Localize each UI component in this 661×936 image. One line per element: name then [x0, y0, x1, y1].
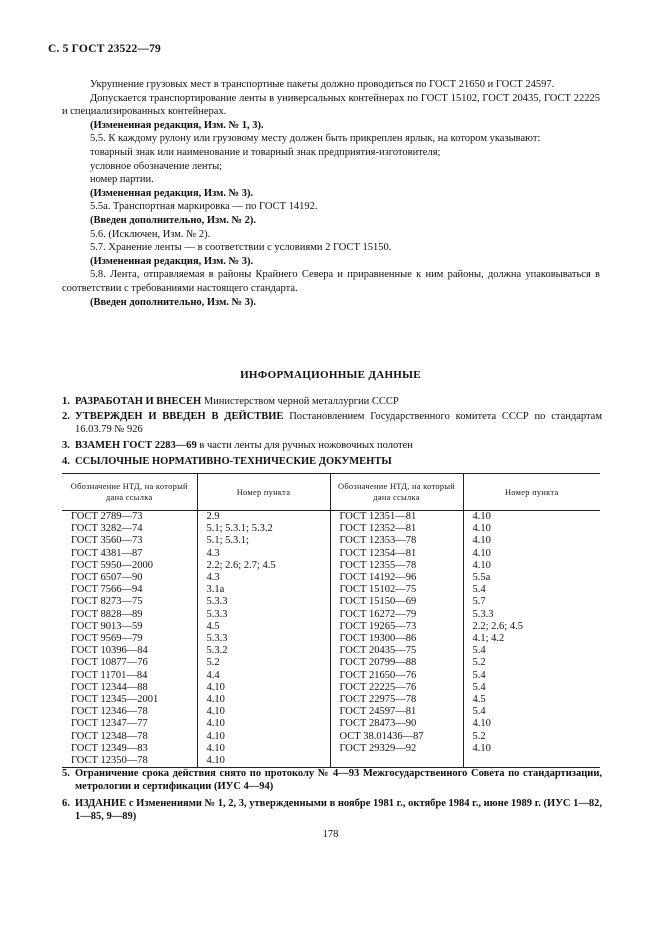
table-row [62, 621, 600, 633]
info-item-1 [62, 395, 602, 408]
info-section-title: ИНФОРМАЦИОННЫЕ ДАННЫЕ [240, 369, 421, 381]
cell-clause: 5.2 [472, 657, 486, 669]
info-item-6 [62, 797, 602, 824]
header-document: Обозначение НТД, на который дана ссылка [62, 474, 197, 511]
cell-clause: 5.1; 5.3.1; 5.3.2 [197, 523, 330, 535]
table-row [62, 706, 600, 718]
table-row [62, 670, 600, 682]
cell-clause: 4.1; 4.2 [472, 633, 505, 645]
item-number: 4. [62, 456, 70, 467]
header-clause: Номер пункта [197, 474, 330, 511]
header-clause: Номер пункта [463, 474, 600, 511]
paragraph: 5.7. Хранение ленты — в соответствии с условиями 2 ГОСТ 15150. [90, 242, 392, 254]
item-text: Постановлением Государственного комитета СССР по стандартам 16.03.79 № 926 [75, 411, 602, 436]
cell-clause: 4.10 [197, 731, 330, 743]
info-item-2 [62, 410, 602, 437]
cell-clause: 5.4 [472, 584, 486, 596]
item-number: 1. [62, 396, 70, 407]
item-number: 2. [62, 411, 70, 422]
cell-clause [463, 755, 600, 768]
cell-clause: 5.2 [197, 657, 330, 669]
table-row [62, 596, 600, 608]
info-item-5 [62, 767, 602, 794]
table-row [62, 535, 600, 547]
cell-document: ГОСТ 12354—81 [330, 548, 463, 560]
cell-document: ГОСТ 6507—90 [62, 572, 197, 584]
cell-document: ГОСТ 16272—79 [330, 609, 463, 621]
cell-clause: 4.10 [197, 743, 330, 755]
cell-document: ГОСТ 10877—76 [62, 657, 197, 669]
table-row [62, 609, 600, 621]
table-row [62, 743, 600, 755]
cell-document: ГОСТ 12355—78 [330, 560, 463, 572]
cell-document: ГОСТ 3282—74 [62, 523, 197, 535]
cell-document: ГОСТ 12352—81 [330, 523, 463, 535]
cell-clause: 5.3.3 [197, 596, 330, 608]
cell-clause: 4.10 [472, 718, 491, 730]
cell-document: ГОСТ 12351—81 [330, 511, 463, 524]
table-row [62, 694, 600, 706]
cell-clause: 4.10 [472, 523, 491, 535]
cell-document: ГОСТ 20435—75 [330, 645, 463, 657]
cell-clause: 5.5а [472, 572, 491, 584]
cell-clause: 4.10 [472, 559, 491, 571]
cell-clause: 5.4 [472, 681, 486, 693]
item-bold-text: УТВЕРЖДЕН И ВВЕДЕН В ДЕЙСТВИЕ [75, 411, 284, 422]
cell-clause: 4.10 [197, 694, 330, 706]
cell-document: ГОСТ 10396—84 [62, 645, 197, 657]
cell-document: ГОСТ 12348—78 [62, 731, 197, 743]
cell-clause: 5.3.3 [197, 609, 330, 621]
amendment-note: (Введен дополнительно, Изм. № 2). [90, 214, 257, 226]
cell-document: ГОСТ 5950—2000 [62, 560, 197, 572]
cell-clause: 5.1; 5.3.1; [197, 535, 330, 547]
cell-clause: 4.4 [197, 670, 330, 682]
amendment-note: (Введен дополнительно, Изм. № 3). [90, 296, 257, 308]
amendment-note: (Измененная редакция, Изм. № 1, 3). [90, 119, 264, 131]
cell-document: ОСТ 38.01436—87 [330, 731, 463, 743]
item-bold-text: ССЫЛОЧНЫЕ НОРМАТИВНО-ТЕХНИЧЕСКИЕ ДОКУМЕНТЫ [75, 456, 392, 467]
info-item-4 [62, 455, 602, 468]
cell-clause: 5.3.3 [472, 608, 494, 620]
cell-document: ГОСТ 29329—92 [330, 743, 463, 755]
item-text: в части ленты для ручных ножовочных полотен [199, 440, 413, 451]
amendment-note: (Измененная редакция, Изм. № 3). [90, 255, 254, 267]
cell-document [330, 755, 463, 768]
table-row [62, 548, 600, 560]
cell-clause: 4.10 [472, 742, 491, 754]
page-number: 178 [322, 829, 339, 840]
cell-clause: 4.10 [197, 718, 330, 730]
cell-document: ГОСТ 19265—73 [330, 621, 463, 633]
table-row [62, 731, 600, 743]
paragraph: Допускается транспортирование ленты в универсальных контейнерах по ГОСТ 15102, ГОСТ 20435, ГОСТ 22225 и специализированных контейнерах. [62, 92, 600, 118]
item-number: 6. [62, 798, 70, 809]
cell-clause: 2.2; 2.6; 4.5 [472, 620, 523, 632]
cell-clause: 5.7 [472, 596, 486, 608]
cell-document: ГОСТ 19300—86 [330, 633, 463, 645]
cell-clause: 4.10 [197, 706, 330, 718]
cell-document: ГОСТ 22225—76 [330, 682, 463, 694]
item-bold-text: РАЗРАБОТАН И ВНЕСЕН [75, 396, 202, 407]
cell-clause: 4.10 [472, 535, 491, 547]
item-text: с Изменениями № 1, 2, 3, утвержденными в ноябре 1981 г., октябре 1984 г., июне 1989 г. (ИУС 1—82, 1—85, 9—89) [75, 798, 602, 823]
cell-document: ГОСТ 8828—89 [62, 609, 197, 621]
cell-document: ГОСТ 12353—78 [330, 535, 463, 547]
cell-document: ГОСТ 2789—73 [62, 511, 197, 524]
table-row [62, 633, 600, 645]
reference-table [62, 473, 600, 768]
cell-clause: 5.2 [472, 730, 486, 742]
table-row [62, 584, 600, 596]
item-bold-text: ИЗДАНИЕ [75, 798, 127, 809]
cell-clause: 4.3 [197, 548, 330, 560]
cell-document: ГОСТ 12346—78 [62, 706, 197, 718]
body-text [62, 78, 600, 309]
table-row [62, 755, 600, 768]
list-item: товарный знак или наименование и товарный знак предприятия-изготовителя; [90, 146, 441, 158]
table-row [62, 560, 600, 572]
list-item: условное обозначение ленты; [90, 160, 223, 172]
table-header-row [62, 474, 600, 511]
cell-document: ГОСТ 9013—59 [62, 621, 197, 633]
cell-document: ГОСТ 8273—75 [62, 596, 197, 608]
cell-clause: 5.3.2 [197, 645, 330, 657]
table-row [62, 657, 600, 669]
paragraph: Укрупнение грузовых мест в транспортные пакеты должно проводиться по ГОСТ 21650 и ГОСТ 24597. [90, 79, 555, 90]
cell-document: ГОСТ 28473—90 [330, 718, 463, 730]
cell-document: ГОСТ 11701—84 [62, 670, 197, 682]
cell-clause: 4.10 [197, 755, 330, 768]
cell-document: ГОСТ 12349—83 [62, 743, 197, 755]
cell-clause: 5.4 [472, 706, 486, 718]
cell-document: ГОСТ 3560—73 [62, 535, 197, 547]
item-bold-text: ВЗАМЕН ГОСТ 2283—69 [75, 440, 197, 451]
cell-document: ГОСТ 12347—77 [62, 718, 197, 730]
cell-document: ГОСТ 24597—81 [330, 706, 463, 718]
item-text: Ограничение срока действия снято по протоколу № 4—93 Межгосударственного Совета по стандартизации, метрологии и сертификации (ИУС 4—94) [75, 768, 602, 793]
item-text: Министерством черной металлургии СССР [203, 396, 399, 407]
table-row [62, 718, 600, 730]
table-row [62, 511, 600, 524]
amendment-note: (Измененная редакция, Изм. № 3). [90, 187, 254, 199]
cell-document: ГОСТ 4381—87 [62, 548, 197, 560]
cell-document: ГОСТ 21650—76 [330, 670, 463, 682]
table-row [62, 572, 600, 584]
paragraph: 5.5а. Транспортная маркировка — по ГОСТ 14192. [90, 201, 318, 213]
cell-clause: 4.3 [197, 572, 330, 584]
paragraph: 5.5. К каждому рулону или грузовому месту должен быть прикреплен ярлык, на котором указывают: [90, 133, 541, 145]
cell-clause: 5.4 [472, 645, 486, 657]
cell-document: ГОСТ 15150—69 [330, 596, 463, 608]
cell-clause: 3.1а [197, 584, 330, 596]
cell-document: ГОСТ 12350—78 [62, 755, 197, 768]
cell-document: ГОСТ 22975—78 [330, 694, 463, 706]
cell-clause: 4.5 [472, 694, 486, 706]
item-number: 5. [62, 768, 70, 779]
header-document: Обозначение НТД, на который дана ссылка [330, 474, 463, 511]
cell-clause: 4.10 [472, 511, 491, 522]
cell-document: ГОСТ 15102—75 [330, 584, 463, 596]
cell-clause: 5.3.3 [197, 633, 330, 645]
list-item: номер партии. [90, 174, 154, 186]
info-item-3 [62, 439, 602, 452]
cell-clause: 4.10 [197, 682, 330, 694]
cell-document: ГОСТ 9569—79 [62, 633, 197, 645]
table-row [62, 682, 600, 694]
cell-document: ГОСТ 12344—88 [62, 682, 197, 694]
table-row [62, 645, 600, 657]
item-number: 3. [62, 440, 70, 451]
paragraph: 5.8. Лента, отправляемая в районы Крайнего Севера и приравненные к ним районы, должна упаковываться в соответствии с требованиями настоящего стандарта. [62, 269, 600, 294]
cell-document: ГОСТ 20799—88 [330, 657, 463, 669]
cell-document: ГОСТ 12345—2001 [62, 694, 197, 706]
cell-clause: 4.5 [197, 621, 330, 633]
page-header: С. 5 ГОСТ 23522—79 [48, 43, 161, 55]
table-row [62, 523, 600, 535]
cell-document: ГОСТ 14192—96 [330, 572, 463, 584]
cell-clause: 2.2; 2.6; 2.7; 4.5 [197, 560, 330, 572]
paragraph: 5.6. (Исключен, Изм. № 2). [90, 228, 211, 240]
cell-clause: 4.10 [472, 547, 491, 559]
cell-clause: 5.4 [472, 669, 486, 681]
cell-document: ГОСТ 7566—94 [62, 584, 197, 596]
cell-clause: 2.9 [197, 511, 330, 524]
